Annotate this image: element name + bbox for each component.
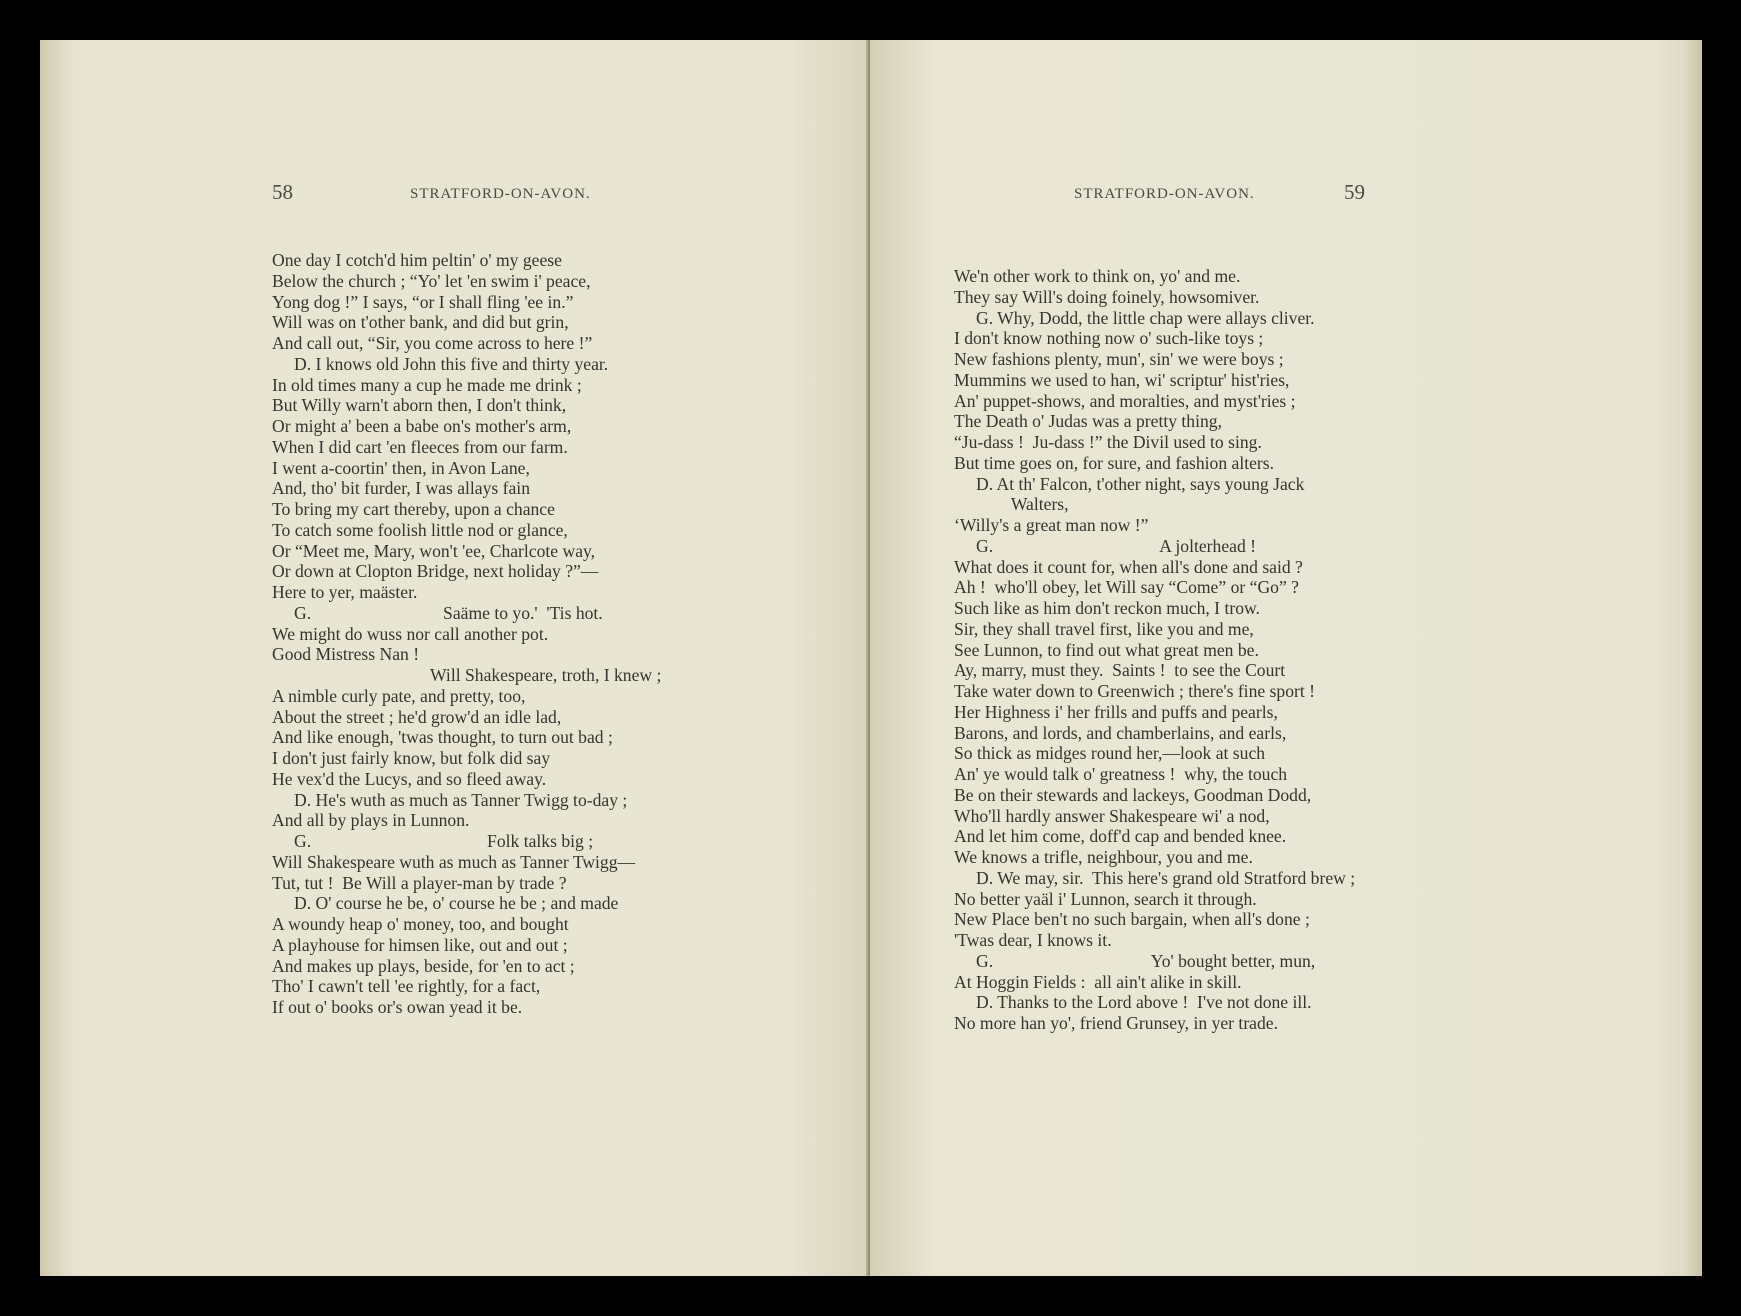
text-line: When I did cart 'en fleeces from our farm. [272, 436, 568, 457]
text-line: Be on their stewards and lackeys, Goodman Dodd, [954, 784, 1312, 805]
text-line: D. He's wuth as much as Tanner Twigg to-day ; [272, 789, 628, 810]
text-line: No better yaäl i' Lunnon, search it through. [954, 888, 1257, 909]
text-line: An' puppet-shows, and moralties, and myst'ries ; [954, 390, 1296, 411]
text-line: We knows a trifle, neighbour, you and me. [954, 847, 1253, 867]
text-line: The Death o' Judas was a pretty thing, [954, 411, 1222, 432]
text-line: Mummins we used to han, wi' scriptur' hist'ries, [954, 369, 1290, 390]
text-line: He vex'd the Lucys, and so fleed away. [272, 768, 547, 789]
text-line: At Hoggin Fields : all ain't alike in skill. [954, 971, 1242, 992]
text-line: Ay, marry, must they. Saints ! to see the Court [954, 660, 1286, 681]
text-line: “Ju-dass ! Ju-dass !” the Divil used to sing. [954, 432, 1262, 452]
text-line: An' ye would talk o' greatness ! why, the touch [954, 764, 1288, 784]
text-line: D. O' course he be, o' course he be ; and made [272, 893, 619, 914]
text-line: What does it count for, when all's done and said ? [954, 556, 1303, 577]
text-line: In old times many a cup he made me drink ; [272, 374, 582, 395]
right-page-edge [1680, 40, 1702, 1276]
text-line: ‘Willy's a great man now !” [954, 515, 1149, 535]
text-line: To bring my cart thereby, upon a chance [272, 499, 555, 519]
text-line: Yong dog !” I says, “or I shall fling 'ee in.” [272, 291, 574, 312]
text-line: But time goes on, for sure, and fashion alters. [954, 452, 1275, 473]
text-line: Good Mistress Nan ! [272, 644, 420, 665]
text-line: New Place ben't no such bargain, when all's done ; [954, 909, 1310, 930]
text-line: G. Why, Dodd, the little chap were allays cliver. [954, 307, 1315, 328]
text-line: They say Will's doing foinely, howsomiver. [954, 286, 1260, 307]
left-page [40, 40, 870, 1276]
text-line: I went a-coortin' then, in Avon Lane, [272, 457, 530, 478]
text-line: Here to yer, maäster. [272, 582, 418, 602]
text-line: So thick as midges round her,—look at such [954, 743, 1266, 764]
text-line: Will Shakespeare wuth as much as Tanner Twigg— [272, 851, 636, 872]
text-line: Take water down to Greenwich ; there's fine sport ! [954, 681, 1316, 701]
right-page [870, 40, 1702, 1276]
text-line: Or down at Clopton Bridge, next holiday ?”— [272, 561, 599, 582]
text-line: And call out, “Sir, you come across to here !” [272, 333, 593, 353]
open-book [40, 40, 1702, 1276]
text-line: G. Folk talks big ; [272, 831, 594, 851]
text-line: Walters, [954, 494, 1069, 515]
text-line: One day I cotch'd him peltin' o' my geese [272, 250, 562, 270]
text-line: Tho' I cawn't tell 'ee rightly, for a fact, [272, 976, 541, 997]
text-line: D. We may, sir. This here's grand old Stratford brew ; [954, 867, 1356, 888]
right-page-number: 59 [1344, 180, 1365, 204]
text-line: We'n other work to think on, yo' and me. [954, 266, 1241, 286]
text-line: Sir, they shall travel first, like you and me, [954, 618, 1254, 639]
text-line: D. I knows old John this five and thirty year. [272, 353, 609, 374]
left-running-head: STRATFORD-ON-AVON. [410, 186, 591, 202]
right-running-head: STRATFORD-ON-AVON. [1074, 186, 1255, 202]
text-line: G. Saäme to yo.' 'Tis hot. [272, 602, 603, 623]
left-page-edge [40, 40, 68, 1276]
text-line: 'Twas dear, I knows it. [954, 930, 1112, 950]
text-line: And makes up plays, beside, for 'en to act ; [272, 955, 575, 976]
right-page-text [954, 266, 1355, 1034]
text-line: A nimble curly pate, and pretty, too, [272, 685, 526, 706]
text-line: Will Shakespeare, troth, I knew ; [272, 665, 662, 685]
text-line: If out o' books or's owan yead it be. [272, 997, 523, 1017]
text-line: And like enough, 'twas thought, to turn out bad ; [272, 727, 613, 748]
text-line: And let him come, doff'd cap and bended knee. [954, 826, 1287, 847]
text-line: Will was on t'other bank, and did but grin, [272, 312, 569, 333]
text-line: To catch some foolish little nod or glance, [272, 519, 568, 540]
text-line: G. Yo' bought better, mun, [954, 950, 1316, 971]
left-page-number: 58 [272, 180, 293, 204]
text-line: A playhouse for himsen like, out and out ; [272, 934, 568, 955]
text-line: See Lunnon, to find out what great men be. [954, 639, 1259, 660]
text-line: Or might a' been a babe on's mother's arm, [272, 416, 572, 436]
text-line: About the street ; he'd grow'd an idle lad, [272, 706, 562, 727]
text-line: Ah ! who'll obey, let Will say “Come” or “Go” ? [954, 577, 1299, 598]
text-line: I don't know nothing now o' such-like toys ; [954, 328, 1264, 349]
text-line: A woundy heap o' money, too, and bought [272, 914, 569, 934]
text-line: And all by plays in Lunnon. [272, 810, 470, 831]
text-line: Below the church ; “Yo' let 'en swim i' peace, [272, 270, 591, 291]
left-page-text [272, 250, 661, 1018]
text-line: Who'll hardly answer Shakespeare wi' a nod, [954, 805, 1270, 826]
text-line: But Willy warn't aborn then, I don't think, [272, 395, 567, 416]
text-line: Or “Meet me, Mary, won't 'ee, Charlcote way, [272, 540, 596, 561]
text-line: Her Highness i' her frills and puffs and pearls, [954, 701, 1278, 722]
text-line: And, tho' bit furder, I was allays fain [272, 478, 530, 499]
text-line: No more han yo', friend Grunsey, in yer trade. [954, 1013, 1278, 1033]
text-line: Such like as him don't reckon much, I trow. [954, 598, 1260, 618]
text-line: New fashions plenty, mun', sin' we were boys ; [954, 349, 1284, 369]
text-line: D. Thanks to the Lord above ! I've not done ill. [954, 992, 1312, 1013]
text-line: We might do wuss nor call another pot. [272, 623, 549, 644]
text-line: D. At th' Falcon, t'other night, says young Jack [954, 473, 1305, 494]
text-line: I don't just fairly know, but folk did say [272, 748, 551, 768]
text-line: G. A jolterhead ! [954, 535, 1256, 556]
text-line: Barons, and lords, and chamberlains, and earls, [954, 722, 1287, 743]
text-line: Tut, tut ! Be Will a player-man by trade ? [272, 872, 567, 893]
